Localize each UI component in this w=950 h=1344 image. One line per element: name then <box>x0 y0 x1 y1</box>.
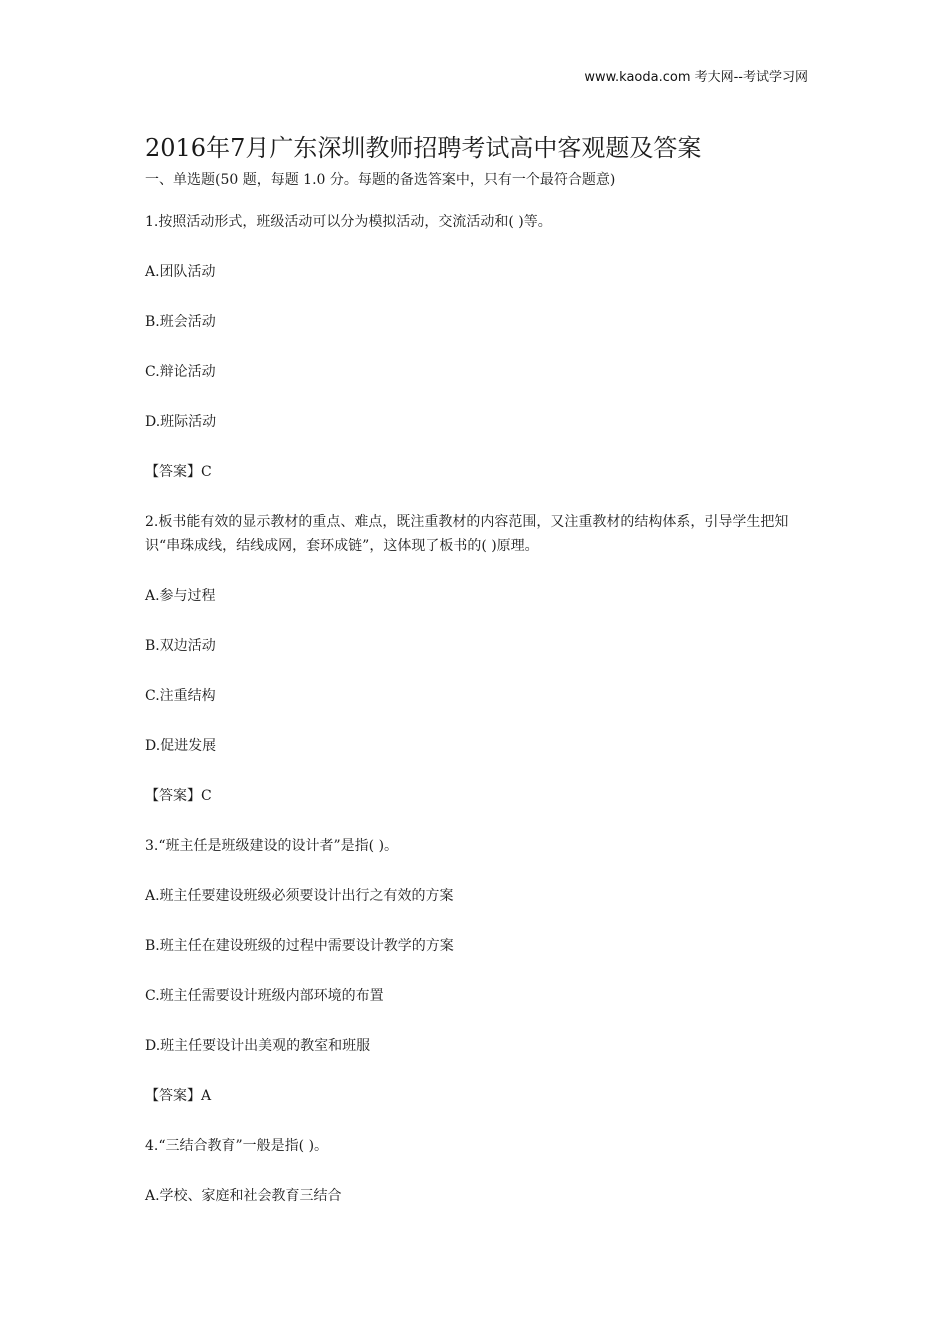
option-a: A.参与过程 <box>145 588 216 604</box>
option-d: D.促进发展 <box>145 738 217 754</box>
option-c: C.辩论活动 <box>145 364 216 380</box>
option-b: B.班主任在建设班级的过程中需要设计教学的方案 <box>145 938 454 954</box>
option-b: B.班会活动 <box>145 314 216 330</box>
site-header: www.kaoda.com 考大网--考试学习网 <box>584 70 808 85</box>
option-a: A.团队活动 <box>145 264 216 280</box>
question-2 <box>145 510 810 808</box>
answer: 【答案】A <box>145 1088 212 1104</box>
question-text: 2.板书能有效的显示教材的重点、难点，既注重教材的内容范围，又注重教材的结构体系，引导学生把知识“串珠成线，结线成网，套环成链”，这体现了板书的( )原理。 <box>145 514 789 554</box>
document-title: 2016年7月广东深圳教师招聘考试高中客观题及答案 <box>145 134 702 162</box>
question-1 <box>145 210 810 484</box>
option-a: A.学校、家庭和社会教育三结合 <box>145 1188 342 1204</box>
option-c: C.班主任需要设计班级内部环境的布置 <box>145 988 384 1004</box>
question-text: 3.“班主任是班级建设的设计者”是指( )。 <box>145 838 399 854</box>
answer: 【答案】C <box>145 464 212 480</box>
question-text: 1.按照活动形式，班级活动可以分为模拟活动，交流活动和( )等。 <box>145 214 552 230</box>
option-b: B.双边活动 <box>145 638 216 654</box>
question-3 <box>145 834 810 1108</box>
option-d: D.班际活动 <box>145 414 217 430</box>
option-c: C.注重结构 <box>145 688 216 704</box>
option-d: D.班主任要设计出美观的教室和班服 <box>145 1038 371 1054</box>
section-heading: 一、单选题(50 题，每题 1.0 分。每题的备选答案中，只有一个最符合题意) <box>145 172 616 188</box>
answer: 【答案】C <box>145 788 212 804</box>
question-4 <box>145 1134 810 1208</box>
question-text: 4.“三结合教育”一般是指( )。 <box>145 1138 329 1154</box>
document-body <box>145 128 810 1234</box>
option-a: A.班主任要建设班级必须要设计出行之有效的方案 <box>145 888 454 904</box>
